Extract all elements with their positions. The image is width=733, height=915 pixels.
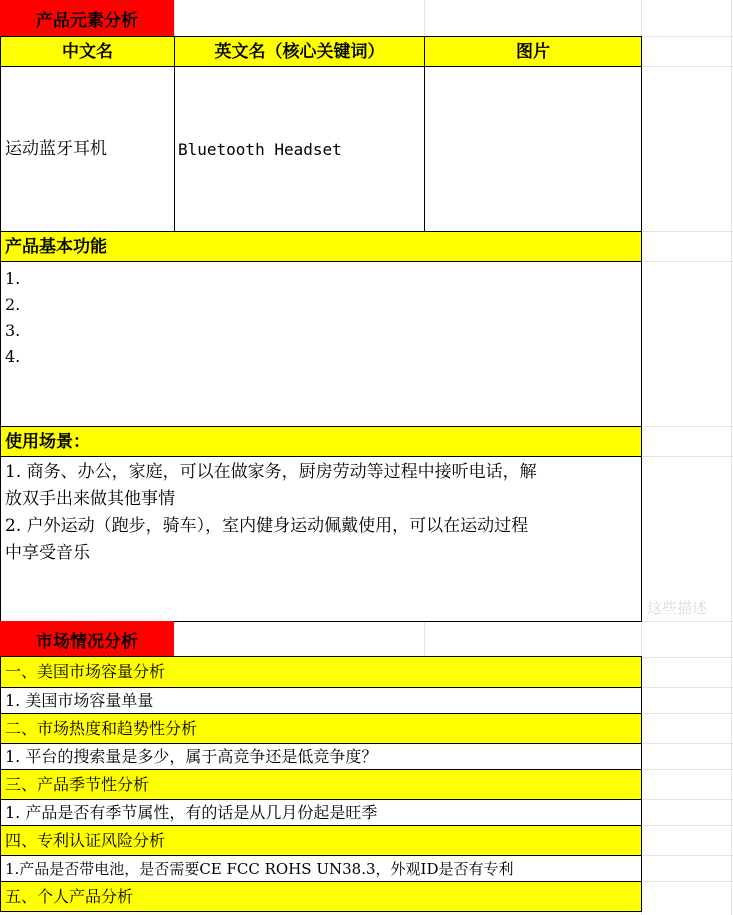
grid-line bbox=[641, 769, 733, 770]
market-heading-seasonality[interactable]: 三、产品季节性分析 bbox=[0, 769, 642, 800]
grid-line bbox=[641, 743, 733, 744]
grid-line bbox=[641, 825, 733, 826]
function-item: 3. bbox=[5, 321, 21, 340]
grid-line bbox=[424, 0, 425, 36]
grid-line bbox=[641, 261, 733, 262]
section-title-product[interactable]: 产品元素分析 bbox=[0, 0, 174, 36]
header-english-name[interactable]: 英文名（核心关键词） bbox=[174, 36, 425, 67]
scenario-line: 2. 户外运动（跑步，骑车），室内健身运动佩戴使用，可以在运动过程 bbox=[5, 516, 529, 536]
grid-line bbox=[641, 231, 733, 232]
market-heading-capacity[interactable]: 一、美国市场容量分析 bbox=[0, 656, 642, 688]
grid-line bbox=[641, 687, 733, 688]
grid-line bbox=[641, 36, 733, 37]
function-item: 4. bbox=[5, 347, 21, 366]
grid-line bbox=[174, 0, 175, 36]
grid-line bbox=[641, 66, 733, 67]
scenario-line: 放双手出来做其他事情 bbox=[5, 489, 175, 509]
scenario-line: 1. 商务、办公，家庭，可以在做家务，厨房劳动等过程中接听电话，解 bbox=[5, 462, 537, 482]
market-detail-patent[interactable]: 1.产品是否带电池，是否需要CE FCC ROHS UN38.3，外观ID是否有专利 bbox=[0, 855, 642, 882]
grid-line bbox=[641, 713, 733, 714]
scenarios-cell[interactable] bbox=[0, 456, 642, 622]
market-heading-patent[interactable]: 四、专利认证风险分析 bbox=[0, 825, 642, 856]
cell-product-name-cn[interactable]: 运动蓝牙耳机 bbox=[0, 66, 175, 232]
grid-line bbox=[641, 621, 733, 622]
header-image[interactable]: 图片 bbox=[424, 36, 642, 67]
grid-line bbox=[641, 881, 733, 882]
grid-line bbox=[731, 0, 732, 915]
functions-cell[interactable] bbox=[0, 261, 642, 427]
header-chinese-name[interactable]: 中文名 bbox=[0, 36, 175, 67]
market-heading-trend[interactable]: 二、市场热度和趋势性分析 bbox=[0, 713, 642, 744]
market-heading-personal[interactable]: 五、个人产品分析 bbox=[0, 881, 642, 912]
grid-line bbox=[641, 855, 733, 856]
scenarios-title[interactable]: 使用场景： bbox=[0, 426, 642, 457]
cell-product-name-en[interactable]: Bluetooth Headset bbox=[174, 66, 425, 232]
grid-line bbox=[641, 657, 733, 658]
scenario-line: 中享受音乐 bbox=[5, 543, 90, 563]
function-item: 1. bbox=[5, 269, 21, 288]
grid-line bbox=[641, 426, 733, 427]
grid-line bbox=[424, 621, 425, 657]
grid-line bbox=[641, 799, 733, 800]
cell-product-image[interactable] bbox=[424, 66, 642, 232]
market-detail-capacity[interactable]: 1. 美国市场容量单量 bbox=[0, 687, 642, 714]
overflow-note: 这些描述 bbox=[647, 599, 708, 617]
market-detail-trend[interactable]: 1. 平台的搜索量是多少，属于高竞争还是低竞争度？ bbox=[0, 743, 642, 770]
section-title-market[interactable]: 市场情况分析 bbox=[0, 621, 174, 657]
grid-line bbox=[641, 456, 733, 457]
function-item: 2. bbox=[5, 295, 21, 314]
market-detail-seasonality[interactable]: 1. 产品是否有季节属性，有的话是从几月份起是旺季 bbox=[0, 799, 642, 826]
functions-title[interactable]: 产品基本功能 bbox=[0, 231, 642, 262]
